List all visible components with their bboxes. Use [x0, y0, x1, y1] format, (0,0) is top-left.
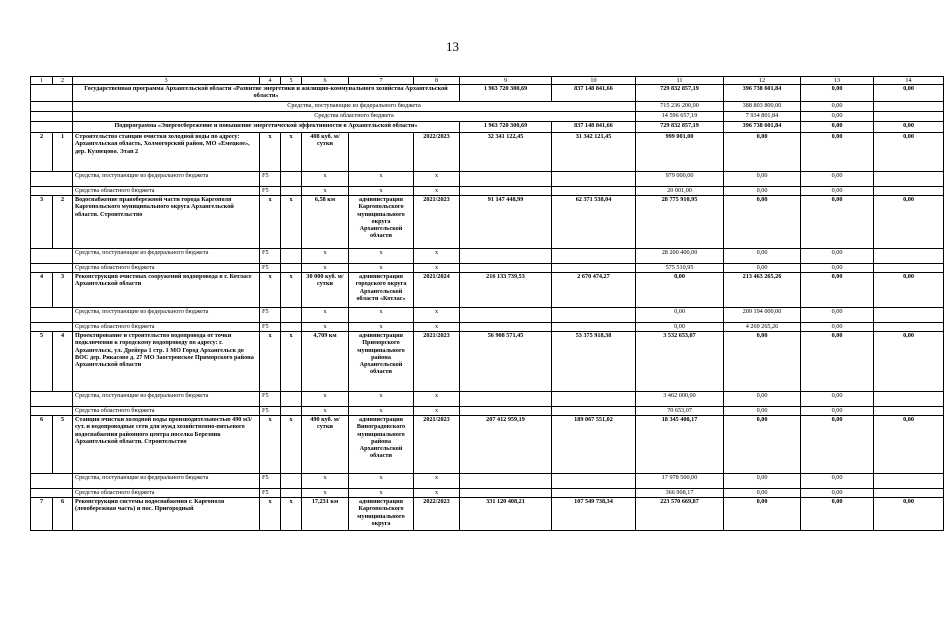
- item-name: Станция очистки холодной воды производительностью 490 м3/сут. и водопроводные сети для нужд хозяйственно-питьевого водоснабжения районного центра поселка Березник Архангельской области. Строительство: [73, 416, 260, 474]
- table-cell: х: [302, 249, 349, 264]
- table-cell: х: [302, 392, 349, 407]
- period-cell: 2022/2023: [414, 498, 460, 531]
- amount-cell: 729 832 857,19: [636, 122, 724, 133]
- amount-cell: 715 236 200,00: [636, 102, 724, 112]
- empty-cell: [31, 187, 73, 196]
- table-cell: х: [414, 474, 460, 489]
- table-cell: х: [260, 498, 281, 531]
- empty-cell: [460, 264, 552, 273]
- amount-cell: 20 001,00: [636, 187, 724, 196]
- column-number: 13: [801, 77, 874, 85]
- column-number: 4: [260, 77, 281, 85]
- row-number: 7: [31, 498, 53, 531]
- table-cell: х: [414, 308, 460, 323]
- empty-cell: [281, 323, 302, 332]
- amount-cell: 0,00: [801, 133, 874, 172]
- empty-cell: [874, 187, 944, 196]
- amount-cell: 999 001,00: [636, 133, 724, 172]
- amount-cell: 28 200 400,00: [636, 249, 724, 264]
- funding-label: Средства, поступающие из федерального бюджета: [73, 308, 260, 323]
- table-cell: х: [302, 489, 349, 498]
- amount-cell: 31 342 121,45: [552, 133, 636, 172]
- table-cell: х: [302, 474, 349, 489]
- regional-funding-row: [31, 187, 944, 196]
- table-cell: х: [281, 196, 302, 249]
- amount-cell: 0,00: [801, 172, 874, 187]
- table-cell: х: [281, 332, 302, 392]
- regional-funding-row: [31, 407, 944, 416]
- empty-cell: [874, 474, 944, 489]
- amount-cell: 32 341 122,45: [460, 133, 552, 172]
- empty-cell: [874, 392, 944, 407]
- federal-funding-row: [31, 474, 944, 489]
- amount-cell: 388 803 800,00: [724, 102, 801, 112]
- empty-cell: [874, 172, 944, 187]
- empty-cell: [874, 407, 944, 416]
- amount-cell: 216 133 739,53: [460, 273, 552, 308]
- amount-cell: 0,00: [801, 102, 874, 112]
- column-number: 9: [460, 77, 552, 85]
- amount-cell: 70 653,07: [636, 407, 724, 416]
- item-row: [31, 498, 944, 531]
- empty-cell: [460, 323, 552, 332]
- item-number: 2: [53, 196, 73, 249]
- empty-cell: [552, 407, 636, 416]
- empty-cell: [31, 323, 73, 332]
- row-number: 2: [31, 133, 53, 172]
- table-cell: х: [302, 407, 349, 416]
- empty-cell: [460, 407, 552, 416]
- table-cell: х: [414, 249, 460, 264]
- amount-cell: 0,00: [724, 489, 801, 498]
- amount-cell: 0,00: [874, 498, 944, 531]
- funding-label: Средства областного бюджета: [73, 264, 260, 273]
- empty-cell: [31, 172, 73, 187]
- empty-cell: [552, 308, 636, 323]
- table-cell: х: [281, 273, 302, 308]
- table-cell: х: [302, 264, 349, 273]
- amount-cell: 0,00: [636, 308, 724, 323]
- item-row: [31, 332, 944, 392]
- table-cell: х: [414, 392, 460, 407]
- capacity-cell: 408 куб. м/ сутки: [302, 133, 349, 172]
- amount-cell: 979 000,00: [636, 172, 724, 187]
- empty-cell: [552, 392, 636, 407]
- empty-cell: [552, 187, 636, 196]
- amount-cell: 0,00: [874, 133, 944, 172]
- amount-cell: 366 908,17: [636, 489, 724, 498]
- column-number: 10: [552, 77, 636, 85]
- amount-cell: 0,00: [801, 498, 874, 531]
- amount-cell: 396 738 601,84: [724, 122, 801, 133]
- responsible-cell: администрация Виноградовского муниципального района Архангельской области: [349, 416, 414, 474]
- amount-cell: 1 963 720 300,69: [460, 85, 552, 102]
- amount-cell: 2 670 474,27: [552, 273, 636, 308]
- table-cell: х: [260, 133, 281, 172]
- empty-cell: [552, 323, 636, 332]
- amount-cell: 0,00: [801, 264, 874, 273]
- column-number: 6: [302, 77, 349, 85]
- amount-cell: 837 148 841,66: [552, 122, 636, 133]
- empty-cell: [460, 474, 552, 489]
- table-cell: х: [349, 172, 414, 187]
- amount-cell: 0,00: [724, 249, 801, 264]
- empty-cell: [31, 308, 73, 323]
- empty-cell: [460, 249, 552, 264]
- empty-cell: [460, 308, 552, 323]
- amount-cell: 223 570 669,87: [636, 498, 724, 531]
- empty-cell: [31, 264, 73, 273]
- regional-funding-row: [31, 264, 944, 273]
- responsible-cell: [349, 133, 414, 172]
- column-number: 11: [636, 77, 724, 85]
- amount-cell: 91 147 448,99: [460, 196, 552, 249]
- table-cell: х: [349, 323, 414, 332]
- amount-cell: 53 375 918,38: [552, 332, 636, 392]
- amount-cell: 209 194 000,00: [724, 308, 801, 323]
- empty-cell: [281, 264, 302, 273]
- empty-cell: [31, 489, 73, 498]
- amount-cell: 1 963 720 300,69: [460, 122, 552, 133]
- column-number: 1: [31, 77, 53, 85]
- table-cell: х: [414, 187, 460, 196]
- capacity-cell: 4,709 км: [302, 332, 349, 392]
- table-cell: х: [302, 323, 349, 332]
- program-row: [31, 85, 944, 102]
- column-number: 7: [349, 77, 414, 85]
- period-cell: 2021/2023: [414, 416, 460, 474]
- empty-cell: [281, 172, 302, 187]
- table-cell: F5: [260, 407, 281, 416]
- funding-label: Средства областного бюджета: [73, 489, 260, 498]
- empty-cell: [552, 489, 636, 498]
- empty-cell: [31, 122, 73, 133]
- amount-cell: 331 120 408,21: [460, 498, 552, 531]
- amount-cell: 189 067 551,02: [552, 416, 636, 474]
- amount-cell: 0,00: [874, 122, 944, 133]
- amount-cell: 0,00: [724, 264, 801, 273]
- amount-cell: 28 775 910,95: [636, 196, 724, 249]
- amount-cell: 17 978 500,00: [636, 474, 724, 489]
- amount-cell: 0,00: [801, 249, 874, 264]
- amount-cell: 0,00: [874, 85, 944, 102]
- funding-label: Средства областного бюджета: [73, 407, 260, 416]
- table-cell: F5: [260, 323, 281, 332]
- capacity-cell: 30 000 куб. м/ сутки: [302, 273, 349, 308]
- table-cell: F5: [260, 474, 281, 489]
- empty-cell: [460, 172, 552, 187]
- funding-label: Средства областного бюджета: [73, 323, 260, 332]
- amount-cell: 0,00: [724, 332, 801, 392]
- table-cell: х: [349, 264, 414, 273]
- empty-cell: [31, 474, 73, 489]
- funding-label: Средства, поступающие из федерального бюджета: [73, 172, 260, 187]
- amount-cell: 0,00: [801, 187, 874, 196]
- funding-label: Средства, поступающие из федерального бюджета: [73, 392, 260, 407]
- amount-cell: 0,00: [801, 407, 874, 416]
- row-number: 4: [31, 273, 53, 308]
- amount-cell: 0,00: [874, 416, 944, 474]
- amount-cell: 0,00: [724, 392, 801, 407]
- table-cell: х: [281, 133, 302, 172]
- table-cell: F5: [260, 392, 281, 407]
- table-cell: х: [349, 308, 414, 323]
- table-cell: х: [349, 249, 414, 264]
- empty-cell: [281, 187, 302, 196]
- empty-cell: [552, 264, 636, 273]
- empty-cell: [874, 102, 944, 112]
- regional-funding-row: [31, 323, 944, 332]
- empty-cell: [281, 249, 302, 264]
- table-cell: х: [260, 416, 281, 474]
- responsible-cell: администрация Каргопольского муниципального округа Архангельской области: [349, 196, 414, 249]
- amount-cell: 0,00: [801, 122, 874, 133]
- amount-cell: 0,00: [636, 323, 724, 332]
- empty-cell: [874, 264, 944, 273]
- item-number: 1: [53, 133, 73, 172]
- table-cell: х: [349, 392, 414, 407]
- column-number-row: [31, 77, 944, 85]
- amount-cell: 0,00: [724, 172, 801, 187]
- table-cell: х: [260, 196, 281, 249]
- table-cell: х: [349, 489, 414, 498]
- amount-cell: 18 345 408,17: [636, 416, 724, 474]
- item-name: Реконструкция очистных сооружений водопровода в г. Котласе Архангельской области: [73, 273, 260, 308]
- item-row: [31, 196, 944, 249]
- table-cell: F5: [260, 308, 281, 323]
- table-cell: х: [349, 187, 414, 196]
- empty-cell: [31, 249, 73, 264]
- period-cell: 2021/2023: [414, 196, 460, 249]
- table-cell: х: [260, 332, 281, 392]
- funding-label: Средства областного бюджета: [73, 112, 636, 122]
- empty-cell: [31, 392, 73, 407]
- table-cell: х: [260, 273, 281, 308]
- period-cell: 2021/2023: [414, 332, 460, 392]
- table-cell: F5: [260, 489, 281, 498]
- item-name: Проектирование и строительство водопровода от точки подключения к городскому водопроводу по адресу: г. Архангельск, ул. Дрейера 1 стр. 1 МО Город Архангельск до ВОС дер. Рикасово д. 27 МО Заостровское Приморского района Архангельской области: [73, 332, 260, 392]
- table-cell: х: [281, 416, 302, 474]
- item-row: [31, 273, 944, 308]
- item-number: 5: [53, 416, 73, 474]
- empty-cell: [281, 392, 302, 407]
- empty-cell: [874, 249, 944, 264]
- empty-cell: [31, 407, 73, 416]
- budget-table: [30, 76, 944, 531]
- federal-funding-row: [31, 392, 944, 407]
- amount-cell: 396 738 601,84: [724, 85, 801, 102]
- amount-cell: 14 596 657,19: [636, 112, 724, 122]
- row-number: 5: [31, 332, 53, 392]
- item-name: Водоснабжение правобережной части города Каргополя Каргопольского муниципального округа Архангельской области. Строительство: [73, 196, 260, 249]
- amount-cell: 0,00: [874, 273, 944, 308]
- amount-cell: 56 908 571,45: [460, 332, 552, 392]
- capacity-cell: 6,58 км: [302, 196, 349, 249]
- amount-cell: 0,00: [874, 196, 944, 249]
- amount-cell: 213 463 265,26: [724, 273, 801, 308]
- responsible-cell: администрация Приморского муниципального района Архангельской области: [349, 332, 414, 392]
- table-cell: х: [302, 172, 349, 187]
- item-row: [31, 416, 944, 474]
- table-cell: F5: [260, 172, 281, 187]
- amount-cell: 0,00: [801, 332, 874, 392]
- program-federal-row: [31, 102, 944, 112]
- table-cell: х: [302, 308, 349, 323]
- empty-cell: [874, 308, 944, 323]
- item-number: 6: [53, 498, 73, 531]
- row-number: 3: [31, 196, 53, 249]
- empty-cell: [281, 407, 302, 416]
- column-number: 5: [281, 77, 302, 85]
- amount-cell: 3 532 653,07: [636, 332, 724, 392]
- amount-cell: 0,00: [636, 273, 724, 308]
- program-regional-row: [31, 112, 944, 122]
- row-number: 6: [31, 416, 53, 474]
- amount-cell: 575 510,95: [636, 264, 724, 273]
- subprogram-title: Подпрограмма «Энергосбережение и повышение энергетической эффективности в Архангельской области»: [73, 122, 460, 133]
- amount-cell: 3 462 000,00: [636, 392, 724, 407]
- table-cell: F5: [260, 187, 281, 196]
- funding-label: Средства, поступающие из федерального бюджета: [73, 102, 636, 112]
- amount-cell: 0,00: [801, 196, 874, 249]
- table-cell: х: [349, 407, 414, 416]
- empty-cell: [31, 85, 73, 102]
- empty-cell: [874, 489, 944, 498]
- amount-cell: 0,00: [801, 489, 874, 498]
- regional-funding-row: [31, 489, 944, 498]
- table-cell: х: [302, 187, 349, 196]
- table-cell: х: [414, 323, 460, 332]
- amount-cell: 0,00: [801, 273, 874, 308]
- amount-cell: 0,00: [801, 392, 874, 407]
- empty-cell: [460, 187, 552, 196]
- amount-cell: 0,00: [801, 112, 874, 122]
- amount-cell: 0,00: [801, 416, 874, 474]
- item-number: 4: [53, 332, 73, 392]
- amount-cell: 0,00: [801, 474, 874, 489]
- amount-cell: 0,00: [724, 196, 801, 249]
- federal-funding-row: [31, 249, 944, 264]
- capacity-cell: 490 куб. м/ сутки: [302, 416, 349, 474]
- amount-cell: 729 832 857,19: [636, 85, 724, 102]
- empty-cell: [874, 323, 944, 332]
- empty-cell: [31, 112, 73, 122]
- amount-cell: 62 371 538,04: [552, 196, 636, 249]
- page-number: 13: [446, 39, 459, 54]
- column-number: 14: [874, 77, 944, 85]
- responsible-cell: администрация Каргопольского муниципального округа: [349, 498, 414, 531]
- column-number: 3: [73, 77, 260, 85]
- period-cell: 2022/2023: [414, 133, 460, 172]
- table-cell: х: [414, 172, 460, 187]
- table-cell: х: [414, 264, 460, 273]
- column-number: 8: [414, 77, 460, 85]
- amount-cell: 0,00: [801, 85, 874, 102]
- federal-funding-row: [31, 172, 944, 187]
- amount-cell: 7 934 801,84: [724, 112, 801, 122]
- amount-cell: 0,00: [801, 308, 874, 323]
- empty-cell: [31, 102, 73, 112]
- column-number: 2: [53, 77, 73, 85]
- capacity-cell: 17,231 км: [302, 498, 349, 531]
- amount-cell: 837 148 841,66: [552, 85, 636, 102]
- table-cell: F5: [260, 264, 281, 273]
- item-name: Строительство станции очистки холодной воды по адресу: Архангельская область, Холмогорский район, МО «Емецкое», дер. Кузнецово. Этап 2: [73, 133, 260, 172]
- amount-cell: 0,00: [724, 187, 801, 196]
- funding-label: Средства областного бюджета: [73, 187, 260, 196]
- subprogram-row: [31, 122, 944, 133]
- table-cell: х: [414, 407, 460, 416]
- amount-cell: 0,00: [724, 474, 801, 489]
- column-number: 12: [724, 77, 801, 85]
- empty-cell: [552, 474, 636, 489]
- table-cell: х: [281, 498, 302, 531]
- empty-cell: [552, 172, 636, 187]
- empty-cell: [874, 112, 944, 122]
- amount-cell: 0,00: [724, 498, 801, 531]
- item-name: Реконструкция системы водоснабжения г. Каргополя (левобережная часть) и пос. Пригородный: [73, 498, 260, 531]
- empty-cell: [281, 308, 302, 323]
- amount-cell: 0,00: [724, 407, 801, 416]
- responsible-cell: администрация городского округа Архангельской области «Котлас»: [349, 273, 414, 308]
- program-title: Государственная программа Архангельской области «Развитие энергетики и жилищно-коммунального хозяйства Архангельской области»: [73, 85, 460, 102]
- amount-cell: 0,00: [801, 323, 874, 332]
- funding-label: Средства, поступающие из федерального бюджета: [73, 474, 260, 489]
- amount-cell: 0,00: [724, 133, 801, 172]
- federal-funding-row: [31, 308, 944, 323]
- funding-label: Средства, поступающие из федерального бюджета: [73, 249, 260, 264]
- period-cell: 2021/2024: [414, 273, 460, 308]
- amount-cell: 0,00: [724, 416, 801, 474]
- amount-cell: 107 549 738,34: [552, 498, 636, 531]
- amount-cell: 0,00: [874, 332, 944, 392]
- empty-cell: [281, 474, 302, 489]
- empty-cell: [281, 489, 302, 498]
- empty-cell: [460, 392, 552, 407]
- empty-cell: [460, 489, 552, 498]
- table-cell: х: [349, 474, 414, 489]
- amount-cell: 207 412 959,19: [460, 416, 552, 474]
- empty-cell: [552, 249, 636, 264]
- table-cell: х: [414, 489, 460, 498]
- item-row: [31, 133, 944, 172]
- table-cell: F5: [260, 249, 281, 264]
- amount-cell: 4 269 265,26: [724, 323, 801, 332]
- item-number: 3: [53, 273, 73, 308]
